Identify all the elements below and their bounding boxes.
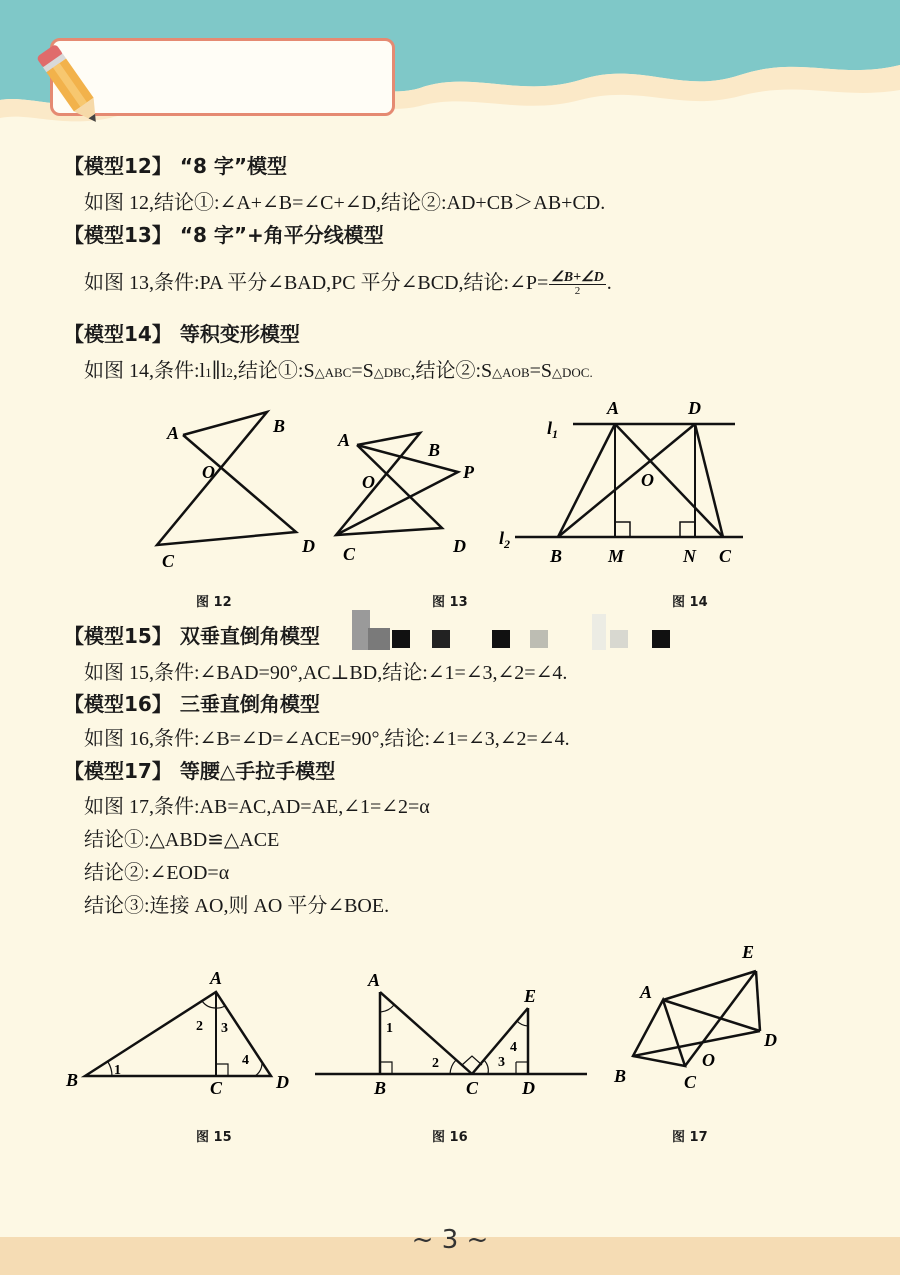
fig14-label-l2: $l_2$: [499, 528, 511, 551]
model-14-title: [64, 318, 300, 347]
model-17-title: [64, 755, 335, 784]
fraction-denominator: 2: [574, 284, 581, 297]
subscript: 2: [226, 365, 233, 380]
fig17-label-D: D: [764, 1030, 777, 1050]
fig12-label-O: O: [202, 462, 215, 482]
fig14-label-O: O: [641, 470, 654, 490]
fig16-label-E: E: [524, 986, 537, 1006]
fig16-label-D: D: [522, 1078, 535, 1098]
fig17-label-B: B: [614, 1066, 627, 1086]
model-name: “8 字”模型: [179, 154, 288, 178]
fraction: [549, 271, 606, 298]
model-17-line-2: 结论①:△ABD≌△ACE: [84, 829, 280, 851]
figure-13: [330, 420, 490, 570]
fig13-label-D: D: [453, 536, 466, 556]
model-tag: 【模型15】: [64, 624, 172, 648]
fig15-angle-1: 1: [114, 1063, 121, 1078]
fig16-angle-2: 2: [432, 1056, 439, 1071]
fig16-angle-1: 1: [386, 1021, 393, 1036]
fig15-label-B: B: [66, 1070, 79, 1090]
fig13-label-O: O: [362, 472, 375, 492]
model-tag: 【模型17】: [64, 759, 172, 783]
model-12-title: [64, 150, 287, 179]
figure-15: [62, 968, 297, 1098]
figure-17: [608, 938, 788, 1093]
fig13-label-P: P: [463, 462, 474, 482]
model-13-line: [84, 266, 612, 298]
fig12-label-A: A: [167, 423, 180, 443]
caption-fig17: 图 17: [672, 1130, 708, 1145]
fig13-label-B: B: [428, 440, 441, 460]
fig15-label-C: C: [210, 1078, 223, 1098]
figure-14: [495, 392, 755, 577]
model-name: 等腰△手拉手模型: [179, 759, 336, 783]
model-tag: 【模型12】: [64, 154, 172, 178]
fig15-label-D: D: [276, 1072, 289, 1092]
fig14-label-N: N: [683, 546, 696, 566]
fig14-label-l1: $l_1$: [547, 418, 559, 441]
redaction-block: [652, 630, 670, 648]
line-text: =S: [529, 360, 553, 382]
subscript: △DBC: [373, 365, 411, 380]
redaction-block: [432, 630, 450, 648]
figure-13-lines: [336, 433, 442, 535]
model-tag: 【模型14】: [64, 322, 172, 346]
figure-16: [312, 968, 592, 1098]
fig14-label-B: B: [550, 546, 563, 566]
fig14-label-M: M: [608, 546, 625, 566]
subscript: △AOB: [492, 365, 530, 380]
caption-fig16: 图 16: [432, 1130, 468, 1145]
fig14-label-C: C: [719, 546, 732, 566]
fig15-angle-4: 4: [242, 1053, 249, 1068]
fig17-label-C: C: [684, 1072, 697, 1092]
model-13-title: [64, 219, 384, 248]
model-tag: 【模型13】: [64, 223, 172, 247]
model-name: 三垂直倒角模型: [179, 692, 320, 716]
fig16-angle-4: 4: [510, 1040, 517, 1055]
caption-fig12: 图 12: [196, 595, 232, 610]
redaction-block: [392, 630, 410, 648]
caption-fig13: 图 13: [432, 595, 468, 610]
fig17-label-E: E: [742, 942, 755, 962]
fig16-angle-3: 3: [498, 1055, 505, 1070]
redaction-block: [368, 628, 390, 650]
redaction-block: [530, 630, 548, 648]
model-15-title: [64, 620, 320, 649]
model-name: 双垂直倒角模型: [179, 624, 320, 648]
subscript: 1: [205, 365, 212, 380]
caption-fig15: 图 15: [196, 1130, 232, 1145]
line-text: 如图 13,条件:PA 平分∠BAD,PC 平分∠BCD,结论:∠P=: [84, 272, 549, 294]
fig13-label-C: C: [343, 544, 356, 564]
model-17-line-1: 如图 17,条件:AB=AC,AD=AE,∠1=∠2=α: [84, 796, 430, 818]
fig14-label-D: D: [688, 398, 701, 418]
fig15-label-A: A: [210, 968, 223, 988]
fig12-label-C: C: [162, 551, 175, 571]
line-text: ∥l: [211, 360, 227, 382]
model-name: 等积变形模型: [179, 322, 300, 346]
redaction-block: [592, 614, 606, 650]
line-text: =S: [351, 360, 374, 382]
subscript: △DOC.: [552, 365, 593, 380]
fig14-label-A: A: [607, 398, 620, 418]
redaction-block: [492, 630, 510, 648]
model-17-line-3: 结论②:∠EOD=α: [84, 862, 230, 884]
pencil-icon: [30, 38, 110, 133]
fig12-label-D: D: [302, 536, 315, 556]
model-17-line-4: 结论③:连接 AO,则 AO 平分∠BOE.: [84, 895, 390, 917]
fig16-label-C: C: [466, 1078, 479, 1098]
subscript: △ABC: [314, 365, 352, 380]
fig15-angle-2: 2: [196, 1019, 203, 1034]
fig15-angle-3: 3: [221, 1021, 228, 1036]
model-15-line: 如图 15,条件:∠BAD=90°,AC⊥BD,结论:∠1=∠3,∠2=∠4.: [84, 662, 568, 684]
figure-12: [150, 400, 320, 575]
line-text: ,结论②:S: [410, 360, 493, 382]
fraction-numerator: ∠B+∠D: [551, 269, 604, 285]
model-16-line: 如图 16,条件:∠B=∠D=∠ACE=90°,结论:∠1=∠3,∠2=∠4.: [84, 728, 570, 750]
model-12-line: 如图 12,结论①:∠A+∠B=∠C+∠D,结论②:AD+CB＞AB+CD.: [84, 192, 606, 214]
model-name: “8 字”+角平分线模型: [179, 223, 384, 247]
caption-fig14: 图 14: [672, 595, 708, 610]
fig17-label-O: O: [702, 1050, 715, 1070]
page-number: ~ 3 ~: [411, 1225, 489, 1255]
line-text: ,结论①:S: [232, 360, 315, 382]
model-tag: 【模型16】: [64, 692, 172, 716]
fig16-label-A: A: [368, 970, 381, 990]
model-14-line: [84, 354, 593, 383]
fig17-label-A: A: [640, 982, 653, 1002]
fig13-label-A: A: [338, 430, 351, 450]
line-text: 如图 14,条件:l: [84, 360, 206, 382]
model-16-title: [64, 688, 320, 717]
fig16-label-B: B: [374, 1078, 387, 1098]
line-text: .: [606, 272, 612, 294]
fig12-label-B: B: [273, 416, 286, 436]
redaction-block: [610, 630, 628, 648]
